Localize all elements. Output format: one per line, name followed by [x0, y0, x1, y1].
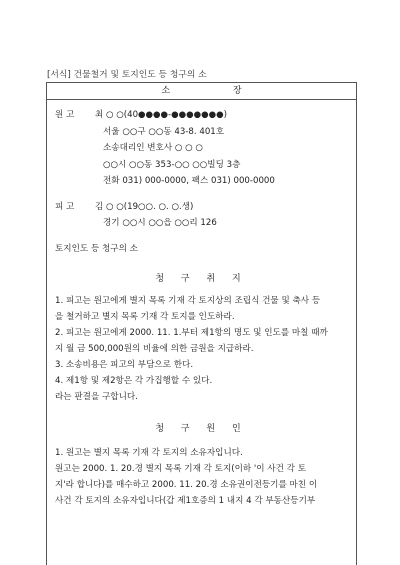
claim-line: 4. 제1항 및 제2항은 각 가집행할 수 있다.	[55, 376, 213, 386]
cause-line: 1. 원고는 별지 목록 기재 각 토지의 소유자입니다.	[55, 448, 243, 458]
plaintiff-address: 서울 ○○구 ○○동 43-8. 401호	[103, 127, 225, 137]
attorney-office: ○○시 ○○동 353-○○ ○○빌딩 3층	[103, 160, 241, 170]
document-title: 소 장	[47, 83, 356, 100]
claim-line: 1. 피고는 원고에게 별지 목록 기재 각 토지상의 조립식 건물 및 축사 등	[55, 296, 321, 306]
complaint-document	[46, 82, 357, 565]
attorney-phone: 전화 031) 000-0000, 팩스 031) 000-0000	[103, 176, 275, 186]
plaintiff-attorney: 소송대리인 변호사 ○ ○ ○	[103, 143, 203, 153]
plaintiff-name: 최 ○ ○(40●●●●-●●●●●●●)	[95, 110, 227, 120]
claim-line: 지 월 금 500,000원의 비율에 의한 금원을 지급하라.	[55, 344, 254, 354]
defendant-name: 김 ○ ○(19○○. ○. ○.생)	[95, 202, 194, 212]
cause-heading: 청 구 원 인	[155, 424, 248, 434]
cause-line: 지'라 합니다)를 매수하고 2000. 11. 20.경 소유권이전등기를 마친 이	[55, 480, 318, 490]
document-caption: [서식] 건물철거 및 토지인도 등 청구의 소	[47, 70, 207, 80]
claim-line: 2. 피고는 원고에게 2000. 11. 1.부터 제1항의 명도 및 인도를 마칠 때까	[55, 328, 328, 338]
claim-line: 3. 소송비용은 피고의 부담으로 한다.	[55, 360, 194, 370]
claim-line: 을 철거하고 별지 목록 기재 각 토지를 인도하라.	[55, 312, 235, 322]
claim-line: 라는 판결을 구합니다.	[55, 392, 138, 402]
cause-line: 원고는 2000. 1. 20.경 별지 목록 기재 각 토지(이하 '이 사건 각 토	[55, 464, 306, 474]
claim-heading: 청 구 취 지	[155, 274, 248, 284]
cause-line: 사건 각 토지의 소유자입니다(갑 제1호증의 1 내지 4 각 부동산등기부	[55, 496, 316, 506]
defendant-address: 경기 ○○시 ○○읍 ○○리 126	[103, 218, 217, 228]
case-name: 토지인도 등 청구의 소	[55, 244, 138, 254]
plaintiff-label: 원 고	[55, 110, 75, 120]
defendant-label: 피 고	[55, 202, 75, 212]
